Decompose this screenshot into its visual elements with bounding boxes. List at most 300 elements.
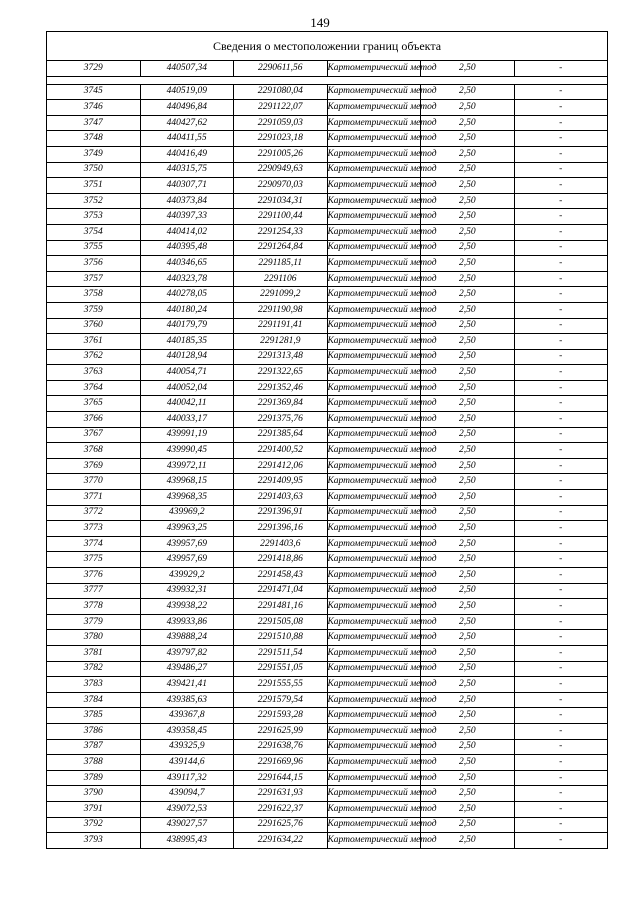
x-coordinate-cell: 439969,2 bbox=[140, 505, 234, 521]
table-row bbox=[47, 256, 608, 272]
description-cell: - bbox=[514, 271, 608, 287]
method-cell: Картометрический метод bbox=[327, 552, 421, 568]
description-cell: - bbox=[514, 365, 608, 381]
description-cell: - bbox=[514, 770, 608, 786]
y-coordinate-cell: 2291322,65 bbox=[234, 365, 328, 381]
description-cell: - bbox=[514, 645, 608, 661]
x-coordinate-cell: 439990,45 bbox=[140, 443, 234, 459]
description-cell: - bbox=[514, 458, 608, 474]
description-cell: - bbox=[514, 505, 608, 521]
table-row bbox=[47, 458, 608, 474]
accuracy-cell: 2,50 bbox=[421, 396, 515, 412]
accuracy-cell: 2,50 bbox=[421, 84, 515, 100]
method-cell: Картометрический метод bbox=[327, 115, 421, 131]
accuracy-cell: 2,50 bbox=[421, 645, 515, 661]
x-coordinate-cell: 440042,11 bbox=[140, 396, 234, 412]
y-coordinate-cell: 2291185,11 bbox=[234, 256, 328, 272]
point-number-cell: 3784 bbox=[47, 692, 141, 708]
y-coordinate-cell: 2291313,48 bbox=[234, 349, 328, 365]
method-cell: Картометрический метод bbox=[327, 755, 421, 771]
accuracy-cell: 2,50 bbox=[421, 583, 515, 599]
x-coordinate-cell: 439888,24 bbox=[140, 630, 234, 646]
description-cell: - bbox=[514, 443, 608, 459]
accuracy-cell: 2,50 bbox=[421, 708, 515, 724]
accuracy-cell: 2,50 bbox=[421, 240, 515, 256]
x-coordinate-cell: 440033,17 bbox=[140, 412, 234, 428]
method-cell: Картометрический метод bbox=[327, 396, 421, 412]
accuracy-cell: 2,50 bbox=[421, 146, 515, 162]
table-row bbox=[47, 708, 608, 724]
description-cell: - bbox=[514, 412, 608, 428]
table-row bbox=[47, 599, 608, 615]
point-number-cell: 3793 bbox=[47, 833, 141, 849]
method-cell: Картометрический метод bbox=[327, 224, 421, 240]
x-coordinate-cell: 438995,43 bbox=[140, 833, 234, 849]
accuracy-cell: 2,50 bbox=[421, 380, 515, 396]
accuracy-cell: 2,50 bbox=[421, 443, 515, 459]
table-row bbox=[47, 770, 608, 786]
description-cell: - bbox=[514, 100, 608, 116]
table-row bbox=[47, 115, 608, 131]
point-number-cell: 3761 bbox=[47, 334, 141, 350]
method-cell: Картометрический метод bbox=[327, 677, 421, 693]
method-cell: Картометрический метод bbox=[327, 84, 421, 100]
method-cell: Картометрический метод bbox=[327, 630, 421, 646]
point-number-cell: 3789 bbox=[47, 770, 141, 786]
y-coordinate-cell: 2291100,44 bbox=[234, 209, 328, 225]
y-coordinate-cell: 2291458,43 bbox=[234, 568, 328, 584]
table-row bbox=[47, 365, 608, 381]
method-cell: Картометрический метод bbox=[327, 349, 421, 365]
accuracy-cell: 2,50 bbox=[421, 115, 515, 131]
y-coordinate-cell: 2291418,86 bbox=[234, 552, 328, 568]
accuracy-cell: 2,50 bbox=[421, 536, 515, 552]
table-row bbox=[47, 536, 608, 552]
accuracy-cell: 2,50 bbox=[421, 770, 515, 786]
accuracy-cell: 2,50 bbox=[421, 209, 515, 225]
table-row bbox=[47, 801, 608, 817]
table-row bbox=[47, 209, 608, 225]
x-coordinate-cell: 440052,04 bbox=[140, 380, 234, 396]
method-cell: Картометрический метод bbox=[327, 645, 421, 661]
y-coordinate-cell: 2291471,04 bbox=[234, 583, 328, 599]
point-number-cell: 3750 bbox=[47, 162, 141, 178]
table-row bbox=[47, 739, 608, 755]
method-cell: Картометрический метод bbox=[327, 334, 421, 350]
method-cell: Картометрический метод bbox=[327, 302, 421, 318]
description-cell: - bbox=[514, 568, 608, 584]
description-cell: - bbox=[514, 630, 608, 646]
accuracy-cell: 2,50 bbox=[421, 786, 515, 802]
description-cell: - bbox=[514, 427, 608, 443]
description-cell: - bbox=[514, 61, 608, 77]
table-row bbox=[47, 474, 608, 490]
point-number-cell: 3777 bbox=[47, 583, 141, 599]
point-number-cell: 3791 bbox=[47, 801, 141, 817]
description-cell: - bbox=[514, 833, 608, 849]
x-coordinate-cell: 439929,2 bbox=[140, 568, 234, 584]
table-row bbox=[47, 84, 608, 100]
description-cell: - bbox=[514, 692, 608, 708]
point-number-cell: 3757 bbox=[47, 271, 141, 287]
point-number-cell: 3765 bbox=[47, 396, 141, 412]
x-coordinate-cell: 439117,32 bbox=[140, 770, 234, 786]
table-row bbox=[47, 583, 608, 599]
x-coordinate-cell: 440373,84 bbox=[140, 193, 234, 209]
x-coordinate-cell: 440054,71 bbox=[140, 365, 234, 381]
y-coordinate-cell: 2291191,41 bbox=[234, 318, 328, 334]
method-cell: Картометрический метод bbox=[327, 786, 421, 802]
y-coordinate-cell: 2291396,16 bbox=[234, 521, 328, 537]
table-row bbox=[47, 723, 608, 739]
table-row bbox=[47, 552, 608, 568]
x-coordinate-cell: 440519,09 bbox=[140, 84, 234, 100]
x-coordinate-cell: 439972,11 bbox=[140, 458, 234, 474]
point-number-cell: 3764 bbox=[47, 380, 141, 396]
x-coordinate-cell: 440416,49 bbox=[140, 146, 234, 162]
method-cell: Картометрический метод bbox=[327, 723, 421, 739]
method-cell: Картометрический метод bbox=[327, 380, 421, 396]
accuracy-cell: 2,50 bbox=[421, 599, 515, 615]
y-coordinate-cell: 2291669,96 bbox=[234, 755, 328, 771]
y-coordinate-cell: 2291510,88 bbox=[234, 630, 328, 646]
spacer-cell bbox=[47, 76, 608, 84]
method-cell: Картометрический метод bbox=[327, 661, 421, 677]
accuracy-cell: 2,50 bbox=[421, 100, 515, 116]
point-number-cell: 3755 bbox=[47, 240, 141, 256]
accuracy-cell: 2,50 bbox=[421, 334, 515, 350]
method-cell: Картометрический метод bbox=[327, 287, 421, 303]
point-number-cell: 3746 bbox=[47, 100, 141, 116]
accuracy-cell: 2,50 bbox=[421, 458, 515, 474]
y-coordinate-cell: 2291400,52 bbox=[234, 443, 328, 459]
x-coordinate-cell: 440496,84 bbox=[140, 100, 234, 116]
table-row bbox=[47, 614, 608, 630]
point-number-cell: 3729 bbox=[47, 61, 141, 77]
y-coordinate-cell: 2291622,37 bbox=[234, 801, 328, 817]
description-cell: - bbox=[514, 801, 608, 817]
accuracy-cell: 2,50 bbox=[421, 817, 515, 833]
table-title-row bbox=[47, 32, 608, 61]
y-coordinate-cell: 2291481,16 bbox=[234, 599, 328, 615]
description-cell: - bbox=[514, 256, 608, 272]
y-coordinate-cell: 2291375,76 bbox=[234, 412, 328, 428]
method-cell: Картометрический метод bbox=[327, 146, 421, 162]
y-coordinate-cell: 2291106 bbox=[234, 271, 328, 287]
point-number-cell: 3766 bbox=[47, 412, 141, 428]
accuracy-cell: 2,50 bbox=[421, 193, 515, 209]
y-coordinate-cell: 2291625,76 bbox=[234, 817, 328, 833]
point-number-cell: 3775 bbox=[47, 552, 141, 568]
method-cell: Картометрический метод bbox=[327, 801, 421, 817]
method-cell: Картометрический метод bbox=[327, 474, 421, 490]
description-cell: - bbox=[514, 786, 608, 802]
method-cell: Картометрический метод bbox=[327, 692, 421, 708]
accuracy-cell: 2,50 bbox=[421, 692, 515, 708]
y-coordinate-cell: 2291511,54 bbox=[234, 645, 328, 661]
x-coordinate-cell: 439358,45 bbox=[140, 723, 234, 739]
point-number-cell: 3749 bbox=[47, 146, 141, 162]
table-title: Сведения о местоположении границ объекта bbox=[47, 32, 608, 61]
description-cell: - bbox=[514, 739, 608, 755]
description-cell: - bbox=[514, 334, 608, 350]
table-row bbox=[47, 178, 608, 194]
description-cell: - bbox=[514, 178, 608, 194]
point-number-cell: 3790 bbox=[47, 786, 141, 802]
y-coordinate-cell: 2291190,98 bbox=[234, 302, 328, 318]
point-number-cell: 3779 bbox=[47, 614, 141, 630]
y-coordinate-cell: 2291412,06 bbox=[234, 458, 328, 474]
table-row bbox=[47, 630, 608, 646]
point-number-cell: 3771 bbox=[47, 490, 141, 506]
accuracy-cell: 2,50 bbox=[421, 739, 515, 755]
x-coordinate-cell: 439933,86 bbox=[140, 614, 234, 630]
x-coordinate-cell: 440179,79 bbox=[140, 318, 234, 334]
y-coordinate-cell: 2291505,08 bbox=[234, 614, 328, 630]
table-row bbox=[47, 302, 608, 318]
x-coordinate-cell: 440427,62 bbox=[140, 115, 234, 131]
x-coordinate-cell: 440185,35 bbox=[140, 334, 234, 350]
description-cell: - bbox=[514, 583, 608, 599]
accuracy-cell: 2,50 bbox=[421, 677, 515, 693]
point-number-cell: 3754 bbox=[47, 224, 141, 240]
x-coordinate-cell: 440395,48 bbox=[140, 240, 234, 256]
point-number-cell: 3782 bbox=[47, 661, 141, 677]
accuracy-cell: 2,50 bbox=[421, 521, 515, 537]
description-cell: - bbox=[514, 599, 608, 615]
table-row bbox=[47, 490, 608, 506]
method-cell: Картометрический метод bbox=[327, 162, 421, 178]
method-cell: Картометрический метод bbox=[327, 412, 421, 428]
table-row bbox=[47, 755, 608, 771]
table-row bbox=[47, 380, 608, 396]
y-coordinate-cell: 2291005,26 bbox=[234, 146, 328, 162]
method-cell: Картометрический метод bbox=[327, 61, 421, 77]
description-cell: - bbox=[514, 396, 608, 412]
table-row bbox=[47, 287, 608, 303]
point-number-cell: 3781 bbox=[47, 645, 141, 661]
point-number-cell: 3769 bbox=[47, 458, 141, 474]
y-coordinate-cell: 2291403,6 bbox=[234, 536, 328, 552]
method-cell: Картометрический метод bbox=[327, 443, 421, 459]
y-coordinate-cell: 2291625,99 bbox=[234, 723, 328, 739]
method-cell: Картометрический метод bbox=[327, 817, 421, 833]
description-cell: - bbox=[514, 661, 608, 677]
description-cell: - bbox=[514, 755, 608, 771]
method-cell: Картометрический метод bbox=[327, 599, 421, 615]
table-row bbox=[47, 817, 608, 833]
description-cell: - bbox=[514, 349, 608, 365]
description-cell: - bbox=[514, 224, 608, 240]
x-coordinate-cell: 439027,57 bbox=[140, 817, 234, 833]
method-cell: Картометрический метод bbox=[327, 100, 421, 116]
point-number-cell: 3763 bbox=[47, 365, 141, 381]
x-coordinate-cell: 440180,24 bbox=[140, 302, 234, 318]
accuracy-cell: 2,50 bbox=[421, 61, 515, 77]
x-coordinate-cell: 440397,33 bbox=[140, 209, 234, 225]
description-cell: - bbox=[514, 131, 608, 147]
x-coordinate-cell: 440307,71 bbox=[140, 178, 234, 194]
accuracy-cell: 2,50 bbox=[421, 178, 515, 194]
method-cell: Картометрический метод bbox=[327, 365, 421, 381]
table-row bbox=[47, 61, 608, 77]
method-cell: Картометрический метод bbox=[327, 256, 421, 272]
y-coordinate-cell: 2290970,03 bbox=[234, 178, 328, 194]
accuracy-cell: 2,50 bbox=[421, 271, 515, 287]
point-number-cell: 3786 bbox=[47, 723, 141, 739]
table-row bbox=[47, 349, 608, 365]
x-coordinate-cell: 439968,35 bbox=[140, 490, 234, 506]
accuracy-cell: 2,50 bbox=[421, 302, 515, 318]
x-coordinate-cell: 439957,69 bbox=[140, 552, 234, 568]
y-coordinate-cell: 2290949,63 bbox=[234, 162, 328, 178]
point-number-cell: 3780 bbox=[47, 630, 141, 646]
description-cell: - bbox=[514, 209, 608, 225]
accuracy-cell: 2,50 bbox=[421, 412, 515, 428]
point-number-cell: 3758 bbox=[47, 287, 141, 303]
table-row bbox=[47, 224, 608, 240]
description-cell: - bbox=[514, 84, 608, 100]
point-number-cell: 3760 bbox=[47, 318, 141, 334]
accuracy-cell: 2,50 bbox=[421, 131, 515, 147]
method-cell: Картометрический метод bbox=[327, 536, 421, 552]
description-cell: - bbox=[514, 723, 608, 739]
accuracy-cell: 2,50 bbox=[421, 256, 515, 272]
method-cell: Картометрический метод bbox=[327, 458, 421, 474]
method-cell: Картометрический метод bbox=[327, 178, 421, 194]
accuracy-cell: 2,50 bbox=[421, 505, 515, 521]
y-coordinate-cell: 2291638,76 bbox=[234, 739, 328, 755]
table-row bbox=[47, 193, 608, 209]
table-row bbox=[47, 786, 608, 802]
y-coordinate-cell: 2291099,2 bbox=[234, 287, 328, 303]
method-cell: Картометрический метод bbox=[327, 614, 421, 630]
x-coordinate-cell: 439486,27 bbox=[140, 661, 234, 677]
y-coordinate-cell: 2291403,63 bbox=[234, 490, 328, 506]
table-row bbox=[47, 568, 608, 584]
y-coordinate-cell: 2291023,18 bbox=[234, 131, 328, 147]
method-cell: Картометрический метод bbox=[327, 708, 421, 724]
point-number-cell: 3776 bbox=[47, 568, 141, 584]
description-cell: - bbox=[514, 193, 608, 209]
accuracy-cell: 2,50 bbox=[421, 568, 515, 584]
method-cell: Картометрический метод bbox=[327, 505, 421, 521]
accuracy-cell: 2,50 bbox=[421, 349, 515, 365]
x-coordinate-cell: 439421,41 bbox=[140, 677, 234, 693]
x-coordinate-cell: 440507,34 bbox=[140, 61, 234, 77]
method-cell: Картометрический метод bbox=[327, 490, 421, 506]
description-cell: - bbox=[514, 708, 608, 724]
table-row bbox=[47, 505, 608, 521]
table-row bbox=[47, 318, 608, 334]
accuracy-cell: 2,50 bbox=[421, 801, 515, 817]
table-row bbox=[47, 661, 608, 677]
description-cell: - bbox=[514, 115, 608, 131]
accuracy-cell: 2,50 bbox=[421, 474, 515, 490]
y-coordinate-cell: 2291579,54 bbox=[234, 692, 328, 708]
method-cell: Картометрический метод bbox=[327, 770, 421, 786]
point-number-cell: 3756 bbox=[47, 256, 141, 272]
y-coordinate-cell: 2291059,03 bbox=[234, 115, 328, 131]
table-row bbox=[47, 131, 608, 147]
x-coordinate-cell: 439072,53 bbox=[140, 801, 234, 817]
method-cell: Картометрический метод bbox=[327, 131, 421, 147]
x-coordinate-cell: 439367,8 bbox=[140, 708, 234, 724]
point-number-cell: 3759 bbox=[47, 302, 141, 318]
y-coordinate-cell: 2291264,84 bbox=[234, 240, 328, 256]
accuracy-cell: 2,50 bbox=[421, 224, 515, 240]
table-row bbox=[47, 146, 608, 162]
method-cell: Картометрический метод bbox=[327, 521, 421, 537]
x-coordinate-cell: 440411,55 bbox=[140, 131, 234, 147]
x-coordinate-cell: 439991,19 bbox=[140, 427, 234, 443]
method-cell: Картометрический метод bbox=[327, 427, 421, 443]
point-number-cell: 3772 bbox=[47, 505, 141, 521]
point-number-cell: 3785 bbox=[47, 708, 141, 724]
table-row bbox=[47, 334, 608, 350]
x-coordinate-cell: 440128,94 bbox=[140, 349, 234, 365]
point-number-cell: 3751 bbox=[47, 178, 141, 194]
x-coordinate-cell: 440346,65 bbox=[140, 256, 234, 272]
y-coordinate-cell: 2291555,55 bbox=[234, 677, 328, 693]
accuracy-cell: 2,50 bbox=[421, 723, 515, 739]
accuracy-cell: 2,50 bbox=[421, 661, 515, 677]
method-cell: Картометрический метод bbox=[327, 271, 421, 287]
y-coordinate-cell: 2291644,15 bbox=[234, 770, 328, 786]
x-coordinate-cell: 439094,7 bbox=[140, 786, 234, 802]
table-row bbox=[47, 677, 608, 693]
table-row bbox=[47, 162, 608, 178]
accuracy-cell: 2,50 bbox=[421, 318, 515, 334]
description-cell: - bbox=[514, 287, 608, 303]
description-cell: - bbox=[514, 552, 608, 568]
boundary-table bbox=[46, 31, 608, 849]
description-cell: - bbox=[514, 536, 608, 552]
table-row bbox=[47, 412, 608, 428]
point-number-cell: 3745 bbox=[47, 84, 141, 100]
x-coordinate-cell: 439144,6 bbox=[140, 755, 234, 771]
description-cell: - bbox=[514, 240, 608, 256]
x-coordinate-cell: 440315,75 bbox=[140, 162, 234, 178]
description-cell: - bbox=[514, 162, 608, 178]
table-row bbox=[47, 443, 608, 459]
description-cell: - bbox=[514, 614, 608, 630]
y-coordinate-cell: 2291281,9 bbox=[234, 334, 328, 350]
table-row bbox=[47, 692, 608, 708]
y-coordinate-cell: 2291369,84 bbox=[234, 396, 328, 412]
point-number-cell: 3748 bbox=[47, 131, 141, 147]
description-cell: - bbox=[514, 318, 608, 334]
point-number-cell: 3752 bbox=[47, 193, 141, 209]
y-coordinate-cell: 2291034,31 bbox=[234, 193, 328, 209]
method-cell: Картометрический метод bbox=[327, 209, 421, 225]
table-row bbox=[47, 521, 608, 537]
x-coordinate-cell: 439385,63 bbox=[140, 692, 234, 708]
method-cell: Картометрический метод bbox=[327, 568, 421, 584]
description-cell: - bbox=[514, 474, 608, 490]
x-coordinate-cell: 439797,82 bbox=[140, 645, 234, 661]
accuracy-cell: 2,50 bbox=[421, 490, 515, 506]
description-cell: - bbox=[514, 380, 608, 396]
method-cell: Картометрический метод bbox=[327, 318, 421, 334]
point-number-cell: 3787 bbox=[47, 739, 141, 755]
description-cell: - bbox=[514, 677, 608, 693]
accuracy-cell: 2,50 bbox=[421, 552, 515, 568]
point-number-cell: 3762 bbox=[47, 349, 141, 365]
y-coordinate-cell: 2291254,33 bbox=[234, 224, 328, 240]
page-number: 149 bbox=[310, 15, 330, 30]
y-coordinate-cell: 2291385,64 bbox=[234, 427, 328, 443]
